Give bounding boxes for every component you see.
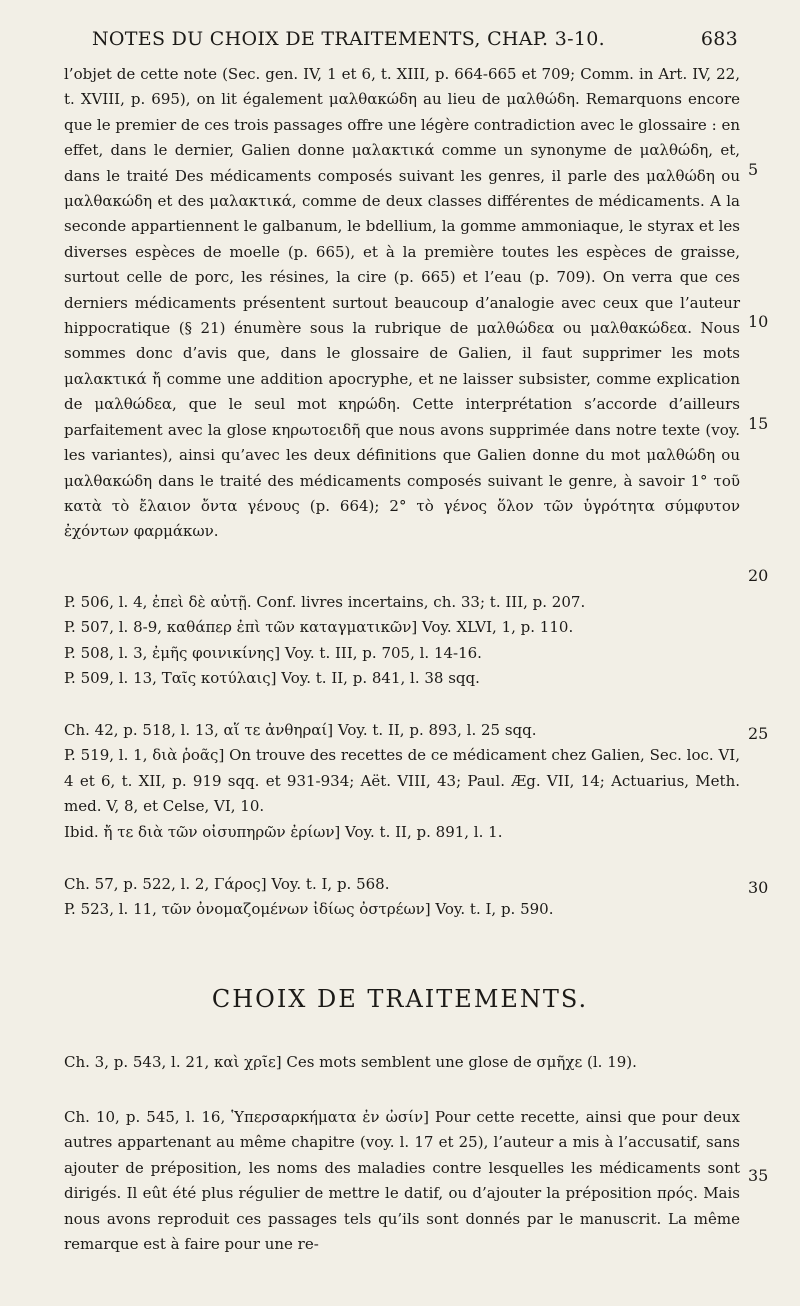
note-line: P. 508, l. 3, ἐμῆς φοινικίνης] Voy. t. III, p. 705, l. 14-16.: [64, 643, 482, 662]
page-number: 683: [700, 28, 738, 50]
note-line: Ch. 57, p. 522, l. 2, Γάρος] Voy. t. I, p. 568.: [64, 875, 390, 893]
running-title: NOTES DU CHOIX DE TRAITEMENTS, CHAP. 3-10.: [92, 28, 605, 50]
body-block-2: [64, 1105, 740, 1257]
line-number: 5: [748, 160, 759, 179]
note-line: P. 506, l. 4, ἐπεὶ δὲ αὐτῇ. Conf. livres incertains, ch. 33; t. III, p. 207.: [64, 593, 586, 611]
note-line: P. 509, l. 13, Ταῖς κοτύλαις] Voy. t. II, p. 841, l. 38 sqq.: [64, 669, 480, 688]
line-number: 30: [748, 878, 769, 897]
line-number: 35: [748, 1166, 769, 1185]
note-line: P. 523, l. 11, τῶν ὀνομαζομένων ἰδίως ὀστρέων] Voy. t. I, p. 590.: [64, 900, 554, 919]
section-title: CHOIX DE TRAITEMENTS.: [211, 985, 589, 1013]
line-number: 25: [748, 724, 769, 743]
note-line: Ibid. ἤ τε διὰ τῶν οἰσυπηρῶν ἐρίων] Voy. t. II, p. 891, l. 1.: [64, 822, 503, 841]
line-number: 10: [748, 312, 769, 331]
notes-block-2: [64, 718, 740, 845]
line-number: 15: [748, 414, 769, 433]
note-line: Ch. 42, p. 518, l. 13, αἵ τε ἀνθηραί] Voy. t. II, p. 893, l. 25 sqq.: [64, 721, 537, 739]
notes-block-1: [64, 590, 740, 692]
paragraph: Ch. 10, p. 545, l. 16, Ὑπερσαρκήματα ἐν ὠσίν] Pour cette recette, ainsi que pour deux autres appartenant au même chapitre (voy. l. 17 et 25), l’auteur a mis à l’accusatif, sans ajouter de préposition, les noms des maladies contre lesquelles les médicaments sont dirigés. Il eût été plus régulier de mettre le datif, ou d’ajouter la préposition πρός. Mais nous avons reproduit ces passages tels qu’ils sont donnés par le manuscrit. La même remarque est à faire pour une re-: [64, 1108, 740, 1254]
body-block-1: [64, 62, 740, 545]
paragraph: l’objet de cette note (Sec. gen. IV, 1 et 6, t. XIII, p. 664-665 et 709; Comm. in Art. IV, 22, t. XVIII, p. 695), on lit également μαλθακώδη au lieu de μαλθώδη. Remarquons encore que le premier de ces trois passages offre une légère contradiction avec le glossaire : en effet, dans le dernier, Galien donne μαλακτικά comme un synonyme de μαλθώδη, et, dans le traité Des médicaments composés suivant les genres, il parle des μαλθώδη ou μαλθακώδη et des μαλακτικά, comme de deux classes différentes de médicaments. A la seconde appartiennent le galbanum, le bdellium, la gomme ammoniaque, le styrax et les diverses espèces de moelle (p. 665), et à la première toutes les espèces de graisse, surtout celle de porc, les résines, la cire (p. 665) et l’eau (p. 709). On verra que ces derniers médicaments présentent surtout beaucoup d’analogie avec ceux que l’auteur hippocratique (§ 21) énumère sous la rubrique de μαλθώδεα ou μαλθακώδεα. Nous sommes donc d’avis que, dans le glossaire de Galien, il faut supprimer les mots μαλακτικά ἤ comme une addition apocryphe, et ne laisser subsister, comme explication de μαλθώδεα, que le seul mot κηρώδη. Cette interprétation s’accorde d’ailleurs parfaitement avec la glose κηρωτοειδῆ que nous avons supprimée dans notre texte (voy. les variantes), ainsi qu’avec les deux définitions que Galien donne du mot μαλθώδη ou μαλθακώδη dans le traité des médicaments composés suivant le genre, à savoir 1° τοῦ κατὰ τὸ ἔλαιον ὄντα γένους (p. 664); 2° τὸ γένος ὅλον τῶν ὑγρότητα σύμφυτον ἐχόντων φαρμάκων.: [64, 65, 740, 541]
notes-block-4: [64, 1050, 740, 1075]
line-number: 20: [748, 566, 769, 585]
note-line: Ch. 3, p. 543, l. 21, καὶ χρῖε] Ces mots semblent une glose de σμῆχε (l. 19).: [64, 1053, 637, 1071]
note-line: P. 519, l. 1, διὰ ῥοᾶς] On trouve des recettes de ce médicament chez Galien, Sec. loc. VI, 4 et 6, t. XII, p. 919 sqq. et 931-934; Aët. VIII, 43; Paul. Æg. VII, 14; Actuarius, Meth. med. V, 8, et Celse, VI, 10.: [64, 746, 740, 816]
notes-block-3: [64, 872, 740, 923]
note-line: P. 507, l. 8-9, καθάπερ ἐπὶ τῶν καταγματικῶν] Voy. XLVI, 1, p. 110.: [64, 618, 574, 637]
running-header: [92, 28, 738, 50]
